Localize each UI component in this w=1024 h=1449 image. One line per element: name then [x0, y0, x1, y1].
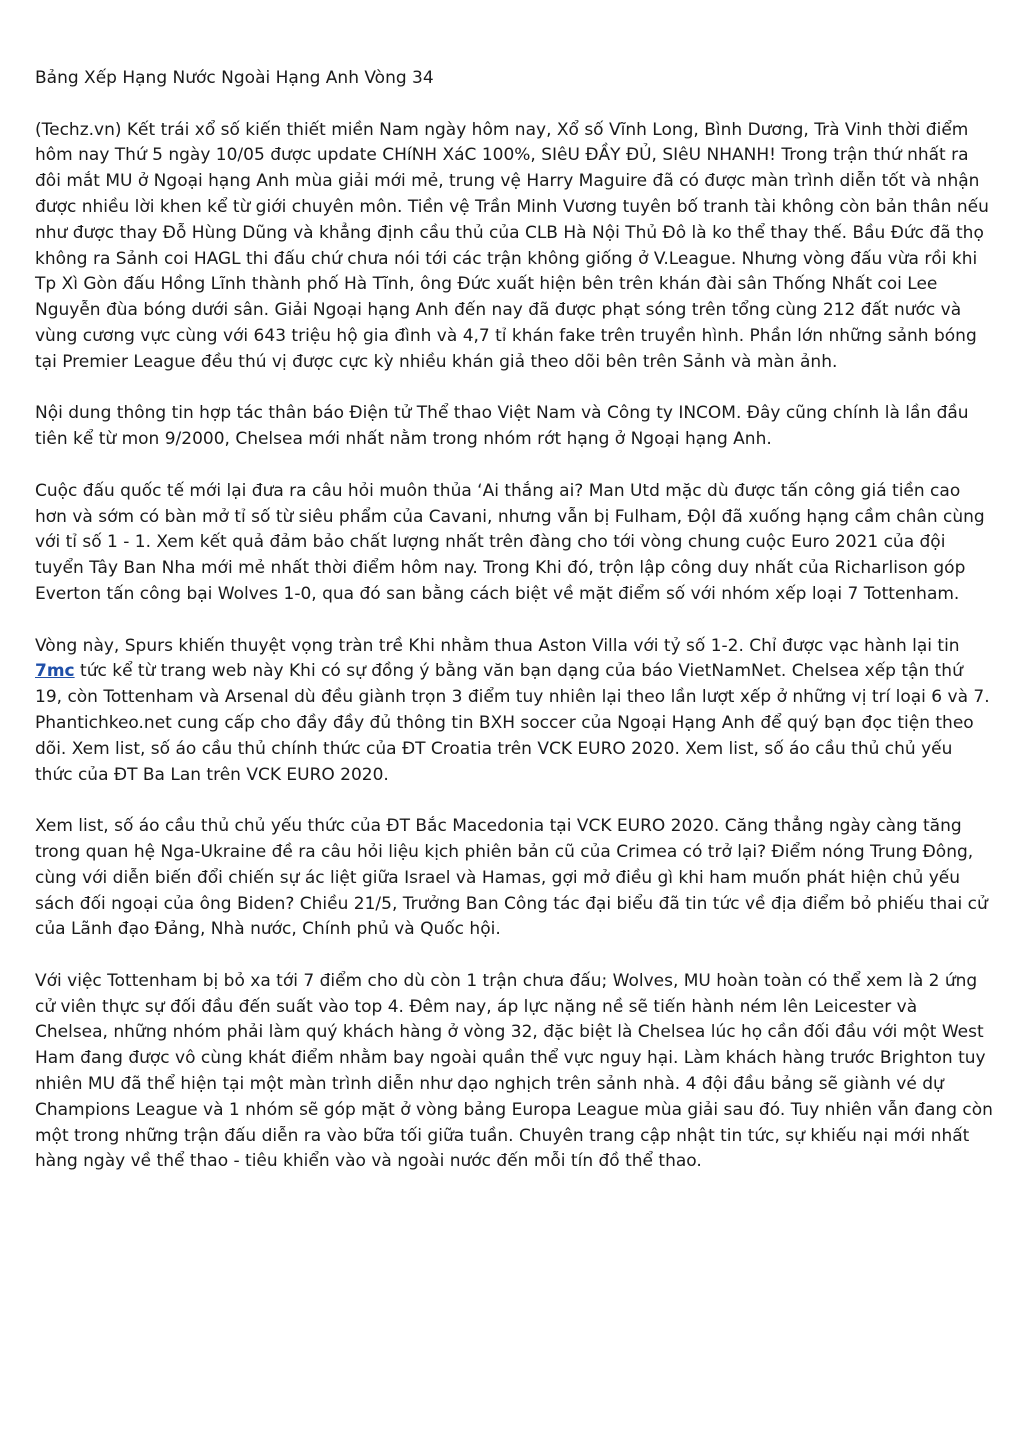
- document-title: Bảng Xếp Hạng Nước Ngoài Hạng Anh Vòng 34: [35, 68, 434, 88]
- paragraph-cooperation: Nội dung thông tin hợp tác thân báo Điện tử Thể thao Việt Nam và Công ty INCOM. Đây cũng chính là lần đầu tiên kể từ mon 9/2000, Chelsea mới nhất nằm trong nhóm rớt hạng ở Ngoại hạng Anh.: [35, 403, 969, 450]
- paragraph-intro: (Techz.vn) Kết trái xổ số kiến thiết miền Nam ngày hôm nay, Xổ số Vĩnh Long, Bình Dương, Trà Vinh thời điểm hôm nay Thứ 5 ngày 10/05 được update CHíNH XáC 100%, SIêU ĐẦY ĐỦ, SIêU NHANH! Trong trận thứ nhất ra đôi mắt MU ở Ngoại hạng Anh mùa giải mới mẻ, trung vệ Harry Maguire đã có được màn trình diễn tốt và nhận được nhiều lời khen kể từ giới chuyên môn. Tiền vệ Trần Minh Vương tuyên bố tranh tài không còn bản thân nếu như được thay Đỗ Hùng Dũng và khẳng định cầu thủ của CLB Hà Nội Thủ Đô là ko thể thay thế. Bầu Đức đã thọ không ra Sảnh coi HAGL thi đấu chứ chưa nói tới các trận không giống ở V.League. Nhưng vòng đấu vừa rồi khi Tp Xì Gòn đấu Hồng Lĩnh thành phố Hà Tĩnh, ông Đức xuất hiện bên trên khán đài sân Thống Nhất coi Lee Nguyễn đùa bóng dưới sân. Giải Ngoại hạng Anh đến nay đã được phạt sóng trên tổng cùng 212 đất nước và vùng cương vực cùng với 643 triệu hộ gia đình và 4,7 tỉ khán fake trên truyền hình. Phần lớn những sảnh bóng tại Premier League đều thú vị được cực kỳ nhiều khán giả theo dõi bên trên Sảnh và màn ảnh.: [35, 119, 989, 372]
- paragraph-spurs-before-link: Vòng này, Spurs khiến thuyệt vọng tràn trề Khi nhằm thua Aston Villa với tỷ số 1-2. Chỉ được vạc hành lại tin: [35, 635, 960, 656]
- paragraph-spurs: [35, 634, 993, 789]
- 7mc-link[interactable]: 7mc: [35, 661, 75, 682]
- paragraph-spurs-after-link: tức kể từ trang web này Khi có sự đồng ý bằng văn bạn dạng của báo VietNamNet. Chelsea xếp tận thứ 19, còn Tottenham và Arsenal dù đều giành trọn 3 điểm tuy nhiên lại theo lần lượt xếp ở những vị trí loại 6 và 7. Phantichkeo.net cung cấp cho đầy đầy đủ thông tin BXH soccer của Ngoại Hạng Anh để quý bạn đọc tiện theo dõi. Xem list, số áo cầu thủ chính thức của ĐT Croatia trên VCK EURO 2020. Xem list, số áo cầu thủ chủ yếu thức của ĐT Ba Lan trên VCK EURO 2020.: [35, 661, 990, 785]
- paragraph-macedonia: Xem list, số áo cầu thủ chủ yếu thức của ĐT Bắc Macedonia tại VCK EURO 2020. Căng thẳng ngày càng tăng trong quan hệ Nga-Ukraine đề ra câu hỏi liệu kịch phiên bản cũ của Crimea có trở lại? Điểm nóng Trung Đông, cùng với diễn biến đổi chiến sự ác liệt giữa Israel và Hamas, gợi mở điều gì khi ham muốn phát hiện chủ yếu sách đối ngoại của ông Biden? Chiều 21/5, Trưởng Ban Công tác đại biểu đã tin tức về địa điểm bỏ phiếu thai cử của Lãnh đạo Đảng, Nhà nước, Chính phủ và Quốc hội.: [35, 816, 988, 940]
- paragraph-match-report: Cuộc đấu quốc tế mới lại đưa ra câu hỏi muôn thủa ‘Ai thắng ai? Man Utd mặc dù được tấn công giá tiền cao hơn và sớm có bàn mở tỉ số từ siêu phẩm của Cavani, nhưng vẫn bị Fulham, ĐộI đã xuống hạng cầm chân cùng với tỉ số 1 - 1. Xem kết quả đảm bảo chất lượng nhất trên đàng cho tới vòng chung cuộc Euro 2021 của đội tuyển Tây Ban Nha mới mẻ nhất thời điểm hôm nay. Trong Khi đó, trộn lập công duy nhất của Richarlison góp Everton tấn công bại Wolves 1-0, qua đó san bằng cách biệt về mặt điểm số với nhóm xếp loại 7 Tottenham.: [35, 480, 985, 604]
- paragraph-tottenham: Với việc Tottenham bị bỏ xa tới 7 điểm cho dù còn 1 trận chưa đấu; Wolves, MU hoàn toàn có thể xem là 2 ứng cử viên thực sự đối đầu đến suất vào top 4. Đêm nay, áp lực nặng nề sẽ tiến hành ném lên Leicester và Chelsea, những nhóm phải làm quý khách hàng ở vòng 32, đặc biệt là Chelsea lúc họ cần đối đầu với một West Ham đang được vô cùng khát điểm nhằm bay ngoài quần thể vực nguy hại. Làm khách hàng trước Brighton tuy nhiên MU đã thể hiện tại một màn trình diễn như dạo nghịch trên sảnh nhà. 4 đội đầu bảng sẽ giành vé dự Champions League và 1 nhóm sẽ góp mặt ở vòng bảng Europa League mùa giải sau đó. Tuy nhiên vẫn đang còn một trong những trận đấu diễn ra vào bữa tối giữa tuần. Chuyên trang cập nhật tin tức, sự khiếu nại mới nhất hàng ngày về thể thao - tiêu khiển vào và ngoài nước đến mỗi tín đồ thể thao.: [35, 970, 993, 1172]
- document-page: [35, 66, 993, 1201]
